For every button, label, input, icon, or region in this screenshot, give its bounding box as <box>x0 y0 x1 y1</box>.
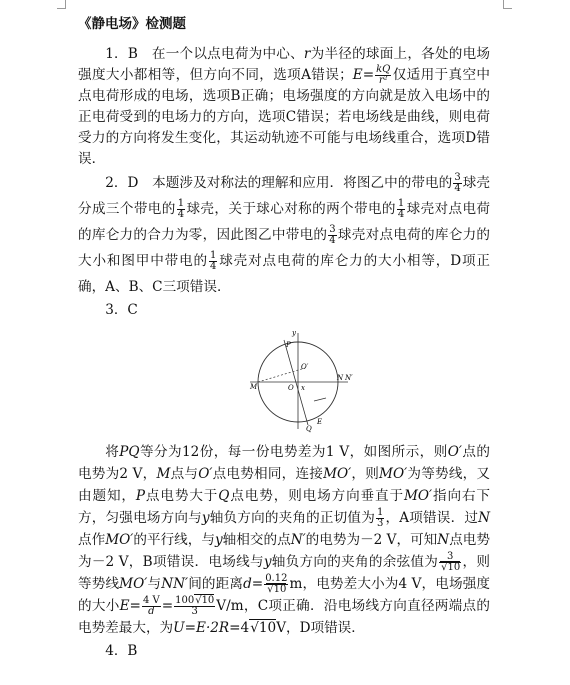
var: y <box>214 532 223 548</box>
var-r: r <box>303 46 311 62</box>
text: m，电势差大小为4 V，电场强度的大小 <box>78 576 491 614</box>
answer-3-body <box>78 441 490 639</box>
label-M: M <box>250 383 258 391</box>
denominator: 4 <box>397 209 405 220</box>
text: 在一个以点电荷为中心、 <box>151 46 304 62</box>
fraction-kQ-r2 <box>375 65 391 86</box>
circle-field-diagram <box>248 325 368 433</box>
text: 为半径的球面上，各处的电场强度大小都相等，但方向不同，选项A错误； <box>78 46 491 83</box>
label-x: x <box>301 384 305 392</box>
page-corner-mark-left <box>57 0 66 9</box>
page-corner-mark-right <box>503 0 512 9</box>
var: y <box>201 510 210 526</box>
document-page <box>78 12 490 662</box>
label-N1: N′ <box>345 374 353 382</box>
numerator: 1 <box>376 507 384 518</box>
text: 点与 <box>170 466 199 482</box>
var: MO′ <box>379 466 408 482</box>
answer-1-number: 1．B <box>105 46 138 62</box>
text: 点电势大于 <box>145 488 219 504</box>
label-P: P <box>286 341 291 349</box>
num-100: 100 <box>175 595 195 606</box>
fraction-1-4 <box>397 199 405 220</box>
text: ，A项错误．过 <box>385 510 479 526</box>
var-E: E <box>352 67 363 83</box>
text: V/m，C项正确．沿电场线方向直径两端点的电势差最大，为 <box>78 598 491 636</box>
text: ，则 <box>351 466 380 482</box>
label-Q: Q <box>306 425 312 433</box>
text: = <box>362 67 375 83</box>
var: PQ <box>119 444 140 460</box>
var: P <box>135 488 146 504</box>
text: 间的距离 <box>188 576 244 592</box>
fraction-3-4 <box>453 173 461 194</box>
var: E <box>119 598 130 614</box>
fraction-4V-d <box>142 596 161 617</box>
text: 指向右下方，匀强电场方向与 <box>78 488 491 526</box>
document-title: 《静电场》检测题 <box>78 16 186 32</box>
answer-4 <box>78 641 490 662</box>
field-diagram <box>78 325 490 435</box>
line-PQ <box>284 340 308 425</box>
fraction-3-sqrt10 <box>439 552 461 573</box>
text: 球壳对点电荷的库仑力的大小和图甲中带电的 <box>78 227 491 269</box>
denominator: 4 <box>454 183 461 194</box>
var: y <box>263 554 272 570</box>
answer-2-number: 2．D <box>105 175 139 191</box>
numerator: 0.12 <box>265 573 288 584</box>
text: 仅适用于真空中点电荷形成的电场，选项B正确；电场强度的方向就是放入电场中的正电荷受到的电场力的方向，选项C错误；若电场线是曲线，则电荷受力的方向将发生变化，其运动轨迹不可能与电场线重合，选项D错误． <box>78 67 490 167</box>
fraction-012-sqrt10 <box>264 574 288 595</box>
text: 球壳对点电荷的库仑力的大小相等，D项正确，A、B、C三项错误． <box>78 253 491 295</box>
answer-3-number-line <box>78 300 490 321</box>
text: 点的电势为2 V， <box>78 444 491 482</box>
fraction-1-4 <box>209 251 217 272</box>
text: 轴负方向的夹角的余弦值为 <box>271 554 439 570</box>
sqrt-10: √ 10 <box>440 561 460 573</box>
text: V，D项错误． <box>276 620 365 636</box>
label-y: y <box>292 329 296 337</box>
denominator <box>439 563 461 573</box>
var: MO′ <box>105 532 134 548</box>
answer-4-number: 4．B <box>105 643 138 659</box>
var: MO′ <box>403 488 433 504</box>
arrow-E <box>314 398 326 401</box>
denominator: 3 <box>191 606 198 617</box>
text: 等分为12份，每一份电势差为1 V，如图所示，则 <box>139 444 448 460</box>
denominator: 3 <box>376 518 384 529</box>
denominator: 4 <box>329 235 336 246</box>
fraction-1-4 <box>177 199 185 220</box>
denominator: r² <box>378 75 388 86</box>
answer-1 <box>78 44 490 170</box>
var: N <box>437 532 450 548</box>
text: = <box>251 576 264 592</box>
text: = <box>184 620 197 636</box>
answer-3-number: 3．C <box>105 302 138 318</box>
text: = <box>161 598 174 614</box>
numerator: 3 <box>329 224 336 235</box>
text: 轴相交的点 <box>222 532 291 548</box>
var: U <box>173 620 185 636</box>
text: 与 <box>147 576 162 592</box>
label-E: E <box>317 418 323 426</box>
text: = <box>129 598 141 614</box>
numerator: 3 <box>454 172 461 183</box>
text: 为等势线，又由题知， <box>78 466 491 504</box>
var: E·2R <box>196 620 230 636</box>
text: =4 <box>229 620 250 636</box>
var: O′ <box>447 444 462 460</box>
label-N: N <box>337 374 344 382</box>
numerator: 1 <box>209 250 217 261</box>
text: 点作 <box>78 532 106 548</box>
text: 点电势，则电场方向垂直于 <box>229 488 404 504</box>
numerator: 1 <box>177 198 185 209</box>
var: N′ <box>290 532 306 548</box>
text: 的平行线，与 <box>133 532 215 548</box>
text: 将 <box>105 444 120 460</box>
text: ，则等势线 <box>78 554 491 592</box>
text: 球壳对点电荷的库仑力的合力为零，因此图乙中带电的 <box>78 201 491 243</box>
var: N <box>478 510 491 526</box>
var: O′ <box>198 466 213 482</box>
text: 轴负方向的夹角的正切值为 <box>209 510 375 526</box>
text: 球壳，关于球心对称的两个带电的 <box>186 201 396 217</box>
numerator: kQ <box>376 64 391 75</box>
denominator <box>264 585 288 595</box>
var: NN′ <box>161 576 189 592</box>
var: d <box>243 576 252 592</box>
text: 点电势相同，连接 <box>212 466 324 482</box>
denominator: 4 <box>209 261 217 272</box>
fraction-100sqrt10-3 <box>174 596 215 617</box>
sqrt-10: √ 10 <box>249 619 276 636</box>
numerator: 1 <box>397 198 405 209</box>
label-O1: O′ <box>301 363 309 371</box>
var: M <box>156 466 171 482</box>
label-O: O <box>288 384 294 392</box>
var: MO′ <box>323 466 352 482</box>
denominator: d <box>148 606 155 617</box>
text: 球壳分成三个带电的 <box>78 175 491 217</box>
text: 点电势为－2 V，B项错误．电场线与 <box>78 532 491 570</box>
numerator: 3 <box>439 552 461 563</box>
text: 的电势为－2 V，可知 <box>305 532 438 548</box>
answer-2 <box>78 170 490 300</box>
numerator: 4 V <box>142 595 160 606</box>
text: 本题涉及对称法的理解和应用．将图乙中的带电的 <box>152 175 453 191</box>
var: Q <box>218 488 230 504</box>
fraction-1-3 <box>376 508 384 529</box>
fraction-3-4 <box>328 225 336 246</box>
denominator: 4 <box>177 209 185 220</box>
sqrt-10: √ 10 <box>266 583 286 595</box>
var: MO′ <box>119 576 148 592</box>
sqrt-10: √ 10 <box>194 594 214 606</box>
